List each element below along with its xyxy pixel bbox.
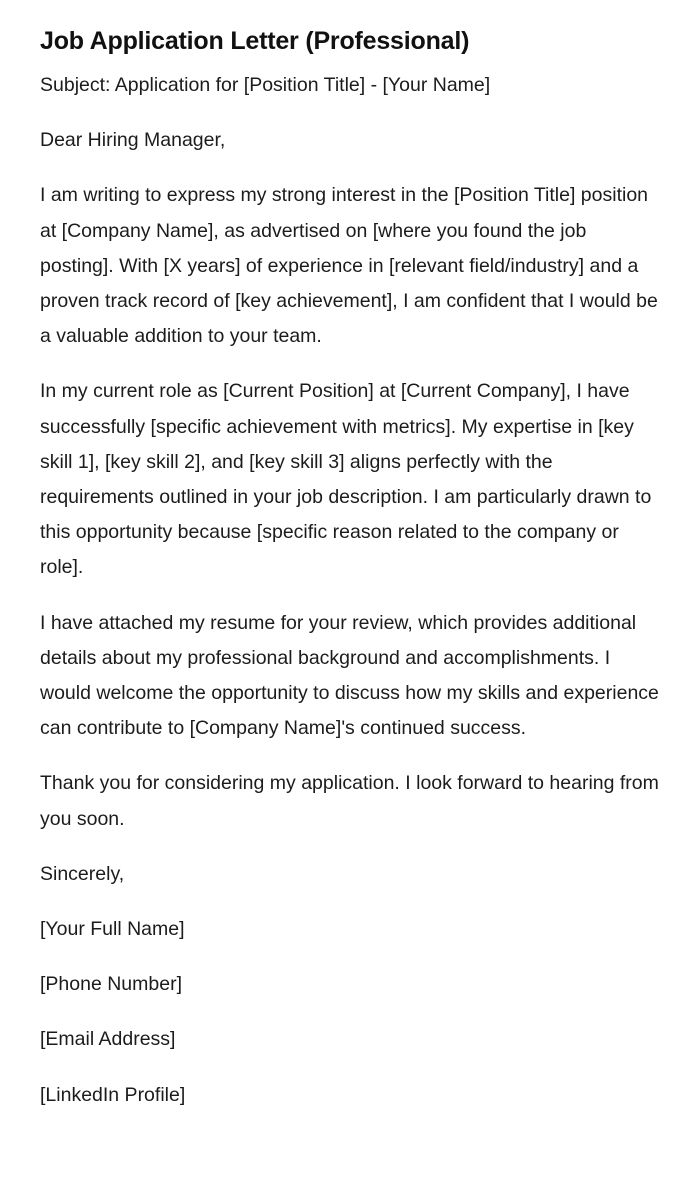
salutation: Dear Hiring Manager, xyxy=(40,129,226,152)
body-paragraph-3: I have attached my resume for your review, which provides additional details about my professional background and accomplishments. I would welcome the opportunity to discuss how my skills and experience can contribute to [Company Name]'s continued success. xyxy=(40,611,659,740)
body-paragraph-1: I am writing to express my strong interest in the [Position Title] position at [Company Name], as advertised on [where you found the job posting]. With [X years] of experience in [relevant field/industry] and a proven track record of [key achievement], I am confident that I would be a valuable addition to your team. xyxy=(40,184,658,348)
body-paragraph-4: Thank you for considering my application. I look forward to hearing from you soon. xyxy=(40,772,659,830)
body-paragraph-2: In my current role as [Current Position] at [Current Company], I have successfully [specific achievement with metrics]. My expertise in [key skill 1], [key skill 2], and [key skill 3] aligns perfectly with the requirements outlined in your job description. I am particularly drawn to this opportunity because [specific reason related to the company or role]. xyxy=(40,380,652,579)
document-title: Job Application Letter (Professional) xyxy=(40,27,470,55)
signature-full-name: [Your Full Name] xyxy=(40,918,185,941)
subject-line: Subject: Application for [Position Title] - [Your Name] xyxy=(40,74,491,96)
closing: Sincerely, xyxy=(40,862,125,885)
signature-linkedin: [LinkedIn Profile] xyxy=(40,1083,186,1106)
signature-email: [Email Address] xyxy=(40,1028,176,1051)
signature-phone: [Phone Number] xyxy=(40,973,182,996)
